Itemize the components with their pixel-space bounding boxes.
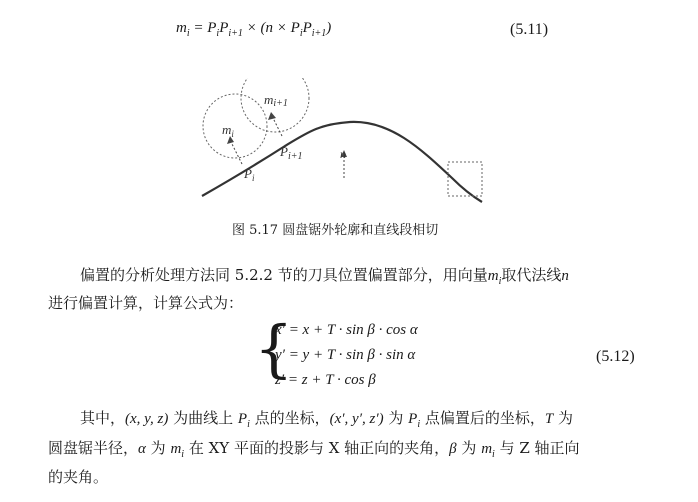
equation-5-11: $m_i = P_iP_{i+1} \times (n \times P_iP_{i+1})$ (176, 20, 332, 39)
figure-caption: 图 5.17 圆盘锯外轮廓和直线段相切 (232, 223, 439, 238)
para1-m: $m_i$ (487, 268, 502, 287)
equation-number-5-12: (5.12) (596, 348, 635, 365)
arrowhead-m-i1 (268, 112, 276, 120)
label-m-i1: mi+1 (264, 92, 288, 109)
para1-text-b: 取代法线 (501, 266, 562, 284)
label-p-i: $P_i$ (244, 166, 255, 183)
saw-circle-small (203, 94, 267, 158)
figure-saw-tangent (190, 78, 500, 218)
label-n: n (340, 147, 346, 161)
para1-text-a: 偏置的分析处理方法同 5.2.2 节的刀具位置偏置部分，用向量 (80, 266, 488, 284)
equation-5-12-line-3: z′ = z + T · cos β (275, 372, 376, 388)
paragraph-2-line-1: 其中，(x, y, z) 为曲线上 $P_i$ 点的坐标，(x′, y′, z′) 为 $P_i$ 点偏置后的坐标，T 为 (80, 409, 574, 430)
paragraph-2-line-2: 圆盘锯半径，α 为 $m_i$ 在 XY 平面的投影与 X 轴正向的夹角，β 为 $m_i$ 与 Z 轴正向 (48, 439, 580, 460)
equation-brace: { (254, 312, 294, 385)
vector-m-i (230, 140, 242, 164)
para1-n: n (561, 268, 569, 284)
contour-curve (202, 122, 482, 202)
equation-5-12-line-2: y′ = y + T · sin β · sin α (275, 347, 416, 363)
label-p-i1: $P_{i+1}$ (280, 144, 303, 162)
equation-5-12-line-1: x′ = x + T · sin β · cos α (275, 322, 418, 338)
paragraph-1-line-2: 进行偏置计算，计算公式为： (48, 294, 244, 312)
vector-m-i1 (272, 116, 282, 136)
paragraph-2-line-3: 的夹角。 (48, 468, 109, 486)
label-m-i: $m_i$ (222, 122, 234, 139)
equation-number-5-11: (5.11) (510, 21, 549, 38)
